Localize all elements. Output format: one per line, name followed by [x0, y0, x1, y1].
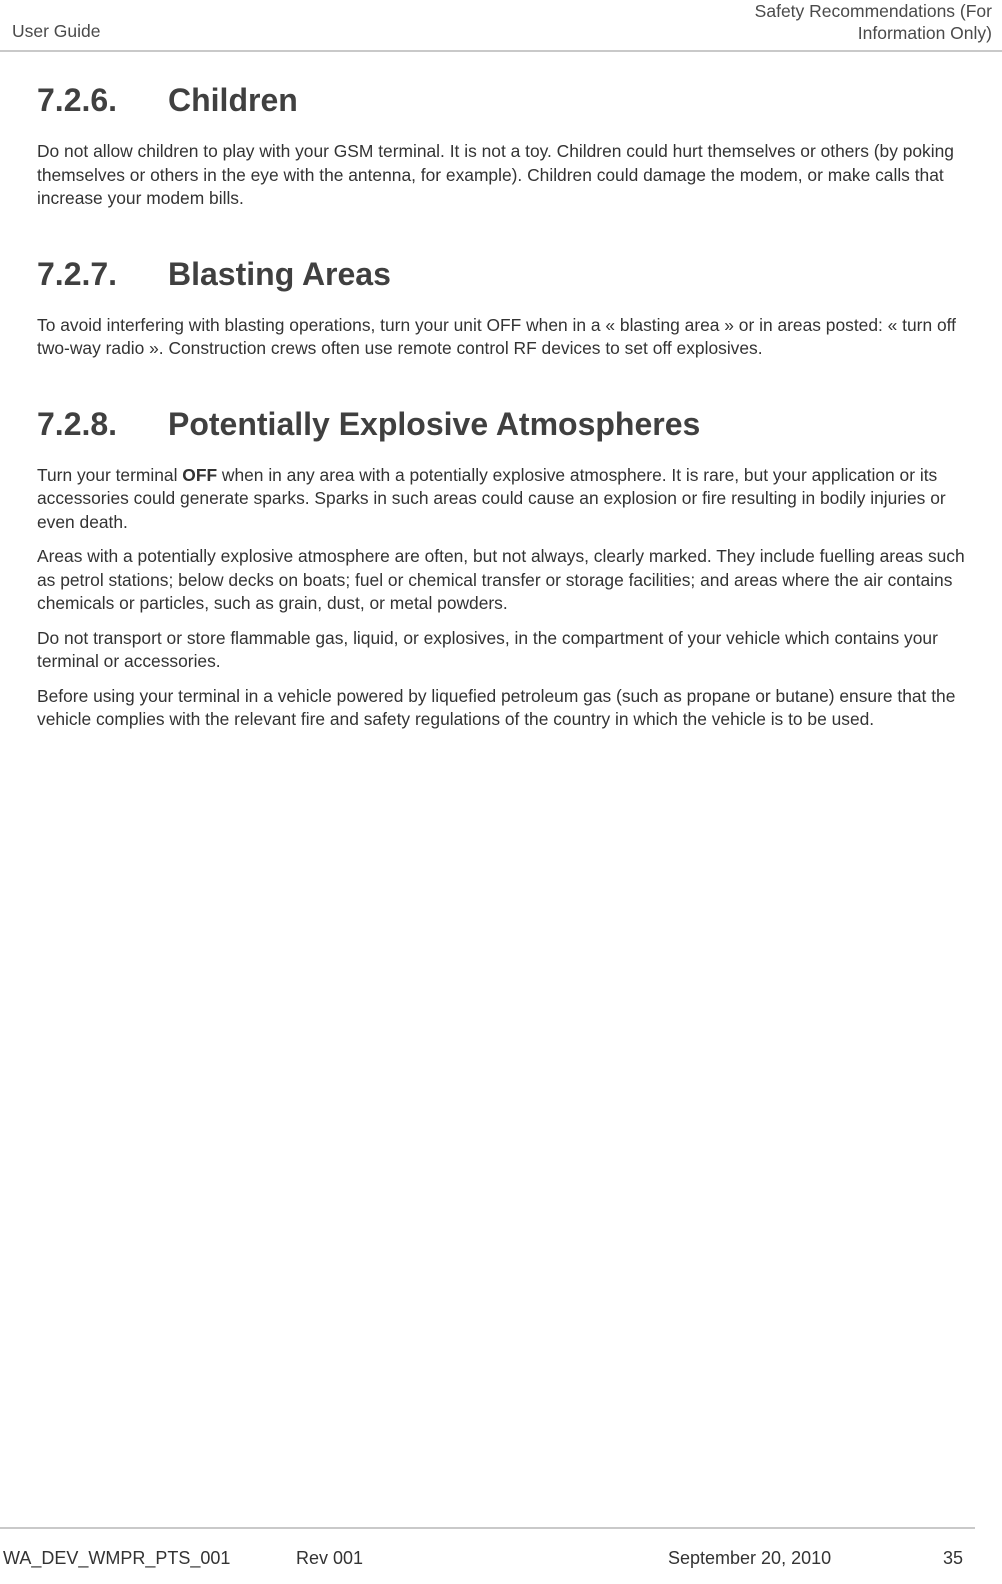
section-heading — [37, 80, 967, 120]
header-chapter-title — [672, 0, 992, 44]
section-title: Children — [168, 82, 298, 118]
footer-page-number: 35 — [943, 1548, 964, 1568]
paragraph — [37, 464, 967, 535]
section-blasting-areas — [37, 254, 967, 361]
section-number: 7.2.8. — [37, 405, 118, 442]
paragraph: Do not allow children to play with your GSM terminal. It is not a toy. Children could hurt themselves or others (by poking themselves or others in the eye with the antenna, for example). Children could damage the modem, or make calls that increase your modem bills. — [37, 141, 954, 208]
header-chapter-title-line2: Information Only) — [857, 23, 992, 43]
paragraph: Before using your terminal in a vehicle powered by liquefied petroleum gas (such as propane or butane) ensure that the vehicle complies with the relevant fire and safety regulations of the country in which the vehicle is to be used. — [37, 685, 956, 729]
section-title: Blasting Areas — [168, 255, 391, 292]
section-heading — [37, 404, 967, 444]
page-footer — [0, 1527, 975, 1584]
header-document-type: User Guide — [12, 21, 101, 41]
section-number: 7.2.7. — [37, 255, 118, 292]
paragraph-text: Turn your terminal — [37, 464, 183, 485]
footer-date: September 20, 2010 — [668, 1548, 832, 1568]
section-number: 7.2.6. — [37, 82, 118, 118]
paragraph: Do not transport or store flammable gas, liquid, or explosives, in the compartment of your vehicle which contains your terminal or accessories. — [37, 627, 938, 671]
page-header — [0, 0, 1002, 52]
paragraph-text: when in any area with a potentially explosive atmosphere. It is rare, but your application or its accessories could generate sparks. Sparks in such areas could cause an explosion or fire resulting in bodily injuries or even death. — [37, 464, 946, 532]
page-content — [37, 80, 967, 743]
footer-document-id: WA_DEV_WMPR_PTS_001 — [3, 1548, 231, 1568]
emphasis-off: OFF — [182, 464, 218, 485]
section-heading — [37, 254, 967, 294]
paragraph: Areas with a potentially explosive atmosphere are often, but not always, clearly marked. They include fuelling areas such as petrol stations; below decks on boats; fuel or chemical transfer or storage facilities; and areas where the air contains chemicals or particles, such as grain, dust, or metal powders. — [37, 546, 965, 613]
section-explosive-atmospheres — [37, 404, 967, 732]
section-children — [37, 80, 967, 211]
footer-revision: Rev 001 — [296, 1548, 364, 1568]
header-chapter-title-line1: Safety Recommendations (For — [754, 1, 992, 21]
paragraph: To avoid interfering with blasting operations, turn your unit OFF when in a « blasting area » or in areas posted: « turn off two-way radio ». Construction crews often use remote control RF devices to set off explosives. — [37, 314, 957, 358]
section-title: Potentially Explosive Atmospheres — [168, 405, 701, 442]
